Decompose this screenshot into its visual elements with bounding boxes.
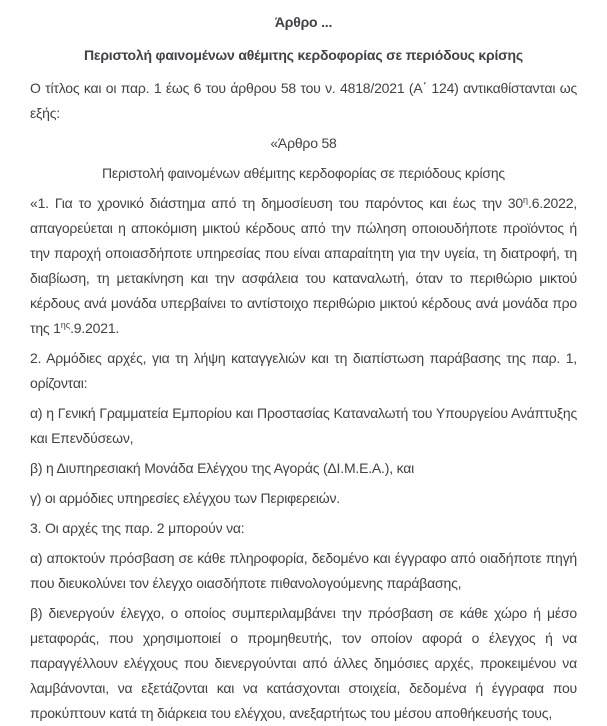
- paragraph-1-text-start: «1. Για το χρονικό διάστημα από τη δημοσίευση του παρόντος και έως την 30: [30, 195, 523, 211]
- date-ordinal-superscript-2: ης: [60, 320, 71, 330]
- paragraph-1: [30, 191, 577, 341]
- quoted-article-number: «Άρθρο 58: [270, 135, 337, 151]
- quoted-article-title: Περιστολή φαινομένων αθέμιτης κερδοφορίας σε περιόδους κρίσης: [102, 165, 505, 181]
- paragraph-3-item-a: α) αποκτούν πρόσβαση σε κάθε πληροφορία, δεδομένο και έγγραφο από οιαδήποτε πηγή που διευκολύνει τον έλεγχο οιασδήποτε πιθανολογούμενης παράβασης,: [30, 550, 577, 591]
- paragraph-1-text-middle: .6.2022, απαγορεύεται η αποκόμιση μικτού κέρδους από την πώληση οποιουδήποτε προϊόντος ή την παροχή οποιασδήποτε υπηρεσίας που είναι απαραίτητη για την υγεία, τη διατροφή, τη διαβίωση, τη μετακίνηση και την ασφάλεια του καταναλωτή, όταν το περιθώριο μικτού κέρδους ανά μονάδα υπερβαίνει το αντίστοιχο περιθώριο μικτού κέρδους ανά μονάδα προ της 1: [30, 195, 577, 336]
- paragraph-1-text-end: .9.2021.: [70, 320, 120, 336]
- intro-paragraph: Ο τίτλος και οι παρ. 1 έως 6 του άρθρου 58 του ν. 4818/2021 (Α΄ 124) αντικαθίστανται ως εξής:: [30, 80, 577, 121]
- paragraph-2: 2. Αρμόδιες αρχές, για τη λήψη καταγγελιών και τη διαπίστωση παράβασης της παρ. 1, ορίζονται:: [30, 350, 577, 391]
- article-title-heading: Περιστολή φαινομένων αθέμιτης κερδοφορίας σε περιόδους κρίσης: [83, 47, 523, 63]
- paragraph-3-item-b: β) διενεργούν έλεγχο, ο οποίος συμπεριλαμβάνει την πρόσβαση σε κάθε χώρο ή μέσο μεταφοράς, που χρησιμοποιεί ο προμηθευτής, τον οποίον αφορά ο έλεγχος ή να παραγγέλλουν ελέγχους που διενεργούνται από άλλες δημόσιες αρχές, προκειμένου να λαμβάνονται, να εξετάζονται και να κατάσχονται στοιχεία, δεδομένα ή έγγραφα που προκύπτουν κατά τη διάρκεια του ελέγχου, ανεξαρτήτως του μέσου αποθήκευσής τους,: [30, 605, 577, 721]
- date-ordinal-superscript-1: η: [522, 195, 528, 205]
- article-number-heading: Άρθρο ...: [274, 14, 333, 30]
- paragraph-2-item-a: α) η Γενική Γραμματεία Εμπορίου και Προστασίας Καταναλωτή του Υπουργείου Ανάπτυξης και Επενδύσεων,: [30, 405, 577, 446]
- paragraph-2-item-c: γ) οι αρμόδιες υπηρεσίες ελέγχου των Περιφερειών.: [30, 490, 340, 506]
- paragraph-2-item-b: β) η Διυπηρεσιακή Μονάδα Ελέγχου της Αγοράς (ΔΙ.Μ.Ε.Α.), και: [30, 460, 415, 476]
- paragraph-3: 3. Οι αρχές της παρ. 2 μπορούν να:: [30, 520, 245, 536]
